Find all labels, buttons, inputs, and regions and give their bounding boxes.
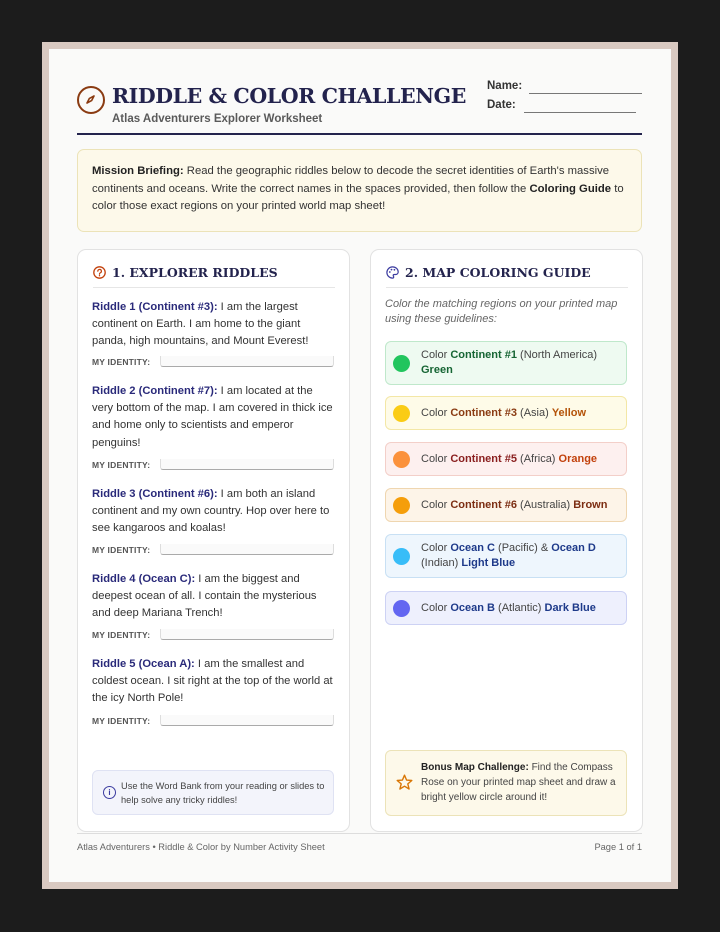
worksheet [49,49,671,882]
color-swatch [393,355,410,372]
bonus-challenge [385,750,627,816]
briefing-text-1: Read the geographic riddles below to decode the secret identities of Earth's massive continents and oceans. Write the correct names in the spaces provided, then follow the [92,165,610,195]
identity-field-5 [92,715,335,729]
riddle-text: I am the biggest and deepest ocean of all. I contain the mysterious and deep Mariana Trench! [92,573,317,620]
guide-region: (Indian) [421,556,462,569]
identity-label: MY IDENTITY: [92,716,151,726]
page-number: Page 1 of 1 [594,842,642,852]
guide-region: (North America) [516,349,598,361]
info-icon: i [103,786,116,799]
color-guide-text [421,406,621,421]
briefing-text-2: to color those exact regions on your printed world map sheet! [92,182,624,212]
guide-region: (Africa) [516,453,559,465]
guide-target: Continent #5 [450,453,517,465]
guide-region: (Australia) [516,499,574,511]
color-guide-item [385,591,627,625]
identity-label: MY IDENTITY: [92,545,151,555]
guide-target: Continent #1 [450,349,517,361]
word-bank-tip [92,770,334,815]
riddle-text: I am located at the very bottom of the map. I am covered in thick ice and home only to scientists and emperor penguins! [92,385,333,449]
guide-color-name: Yellow [551,407,587,419]
palette-icon [386,266,399,279]
riddle-text: I am the smallest and coldest ocean. I sit right at the top of the world at the icy North Pole! [92,658,333,705]
color-swatch [393,451,410,468]
riddles-heading-text: 1. EXPLORER RIDDLES [112,265,278,280]
color-swatch [393,600,410,617]
guide-intro: Color the matching regions on your printed map using these guidelines: [385,298,618,325]
mission-briefing [77,149,642,232]
guide-region: (Atlantic) [494,602,545,614]
question-icon [93,266,106,279]
bonus-body: Find the Compass Rose on your printed map sheet and draw a bright yellow circle around it! [421,762,616,803]
guide-color-name: Dark Blue [544,602,596,614]
riddle-title: Riddle 2 (Continent #7): [92,385,218,397]
guide-color-name: Brown [573,499,608,511]
identity-answer-line[interactable] [160,544,334,555]
guide-prefix: Color [421,499,451,511]
riddle-text: I am both an island continent and my own country. Hop over here to see kangaroos and koalas! [92,488,330,535]
identity-field-4 [92,629,335,643]
identity-label: MY IDENTITY: [92,460,151,470]
riddle-title: Riddle 4 (Ocean C): [92,573,196,585]
guide-target: Ocean B [450,602,495,614]
coloring-guide-panel [370,249,643,832]
riddle-4 [92,571,335,623]
identity-answer-line[interactable] [160,459,334,470]
riddles-panel [77,249,350,832]
riddle-title: Riddle 3 (Continent #6): [92,488,218,500]
briefing-label: Mission Briefing: [92,165,184,177]
page-footer [77,833,642,853]
identity-answer-line[interactable] [160,715,334,726]
identity-field-2 [92,459,335,473]
color-swatch [393,497,410,514]
guide-heading [386,265,628,288]
identity-field-3 [92,544,335,558]
riddles-heading [93,265,335,288]
color-guide-text [421,498,621,513]
identity-label: MY IDENTITY: [92,630,151,640]
identity-label: MY IDENTITY: [92,357,151,367]
guide-heading-text: 2. MAP COLORING GUIDE [405,265,591,280]
briefing-emphasis: Coloring Guide [529,182,612,195]
riddle-3 [92,486,335,538]
color-guide-text [421,601,621,616]
identity-answer-line[interactable] [160,356,334,367]
color-guide-item [385,341,627,385]
footer-left: Atlas Adventurers • Riddle & Color by Number Activity Sheet [77,842,325,852]
riddle-title: Riddle 1 (Continent #3): [92,301,218,313]
worksheet-header [77,81,642,135]
color-guide-text [421,541,621,570]
color-guide-text [421,348,621,377]
guide-target: Continent #3 [450,407,517,419]
identity-answer-line[interactable] [160,629,334,640]
guide-target: Ocean C [450,542,495,554]
identity-field-1 [92,356,335,370]
guide-color-name: Green [421,363,453,376]
color-guide-item [385,442,627,476]
page-frame [42,42,678,889]
date-label: Date: [487,99,516,111]
guide-color-name: Orange [558,453,598,465]
guide-prefix: Color [421,453,451,465]
color-guide-text [421,452,621,467]
riddle-2 [92,383,335,452]
guide-target: Ocean D [551,542,596,554]
page-title: RIDDLE & COLOR CHALLENGE [112,84,466,108]
guide-region: (Pacific) & [494,542,552,554]
color-swatch [393,548,410,565]
star-icon [396,774,413,791]
color-guide-item [385,396,627,430]
guide-region: (Asia) [516,407,552,419]
guide-prefix: Color [421,349,451,361]
color-swatch [393,405,410,422]
riddle-1 [92,299,335,351]
riddle-title: Riddle 5 (Ocean A): [92,658,195,670]
bonus-label: Bonus Map Challenge: [421,762,529,773]
guide-color-name: Light Blue [461,556,516,569]
riddle-5 [92,656,335,708]
color-guide-item [385,534,627,578]
guide-prefix: Color [421,602,451,614]
guide-prefix: Color [421,407,451,419]
name-line[interactable] [529,93,642,94]
guide-prefix: Color [421,542,451,554]
page-subtitle: Atlas Adventurers Explorer Worksheet [112,113,323,125]
date-line[interactable] [524,112,636,113]
guide-target: Continent #6 [450,499,517,511]
tip-text: Use the Word Bank from your reading or slides to help solve any tricky riddles! [121,781,325,805]
riddle-text: I am the largest continent on Earth. I am home to the giant panda, high mountains, and Mount Everest! [92,301,309,348]
color-guide-item [385,488,627,522]
bonus-text [421,760,621,805]
compass-icon [77,86,105,114]
name-label: Name: [487,80,523,92]
